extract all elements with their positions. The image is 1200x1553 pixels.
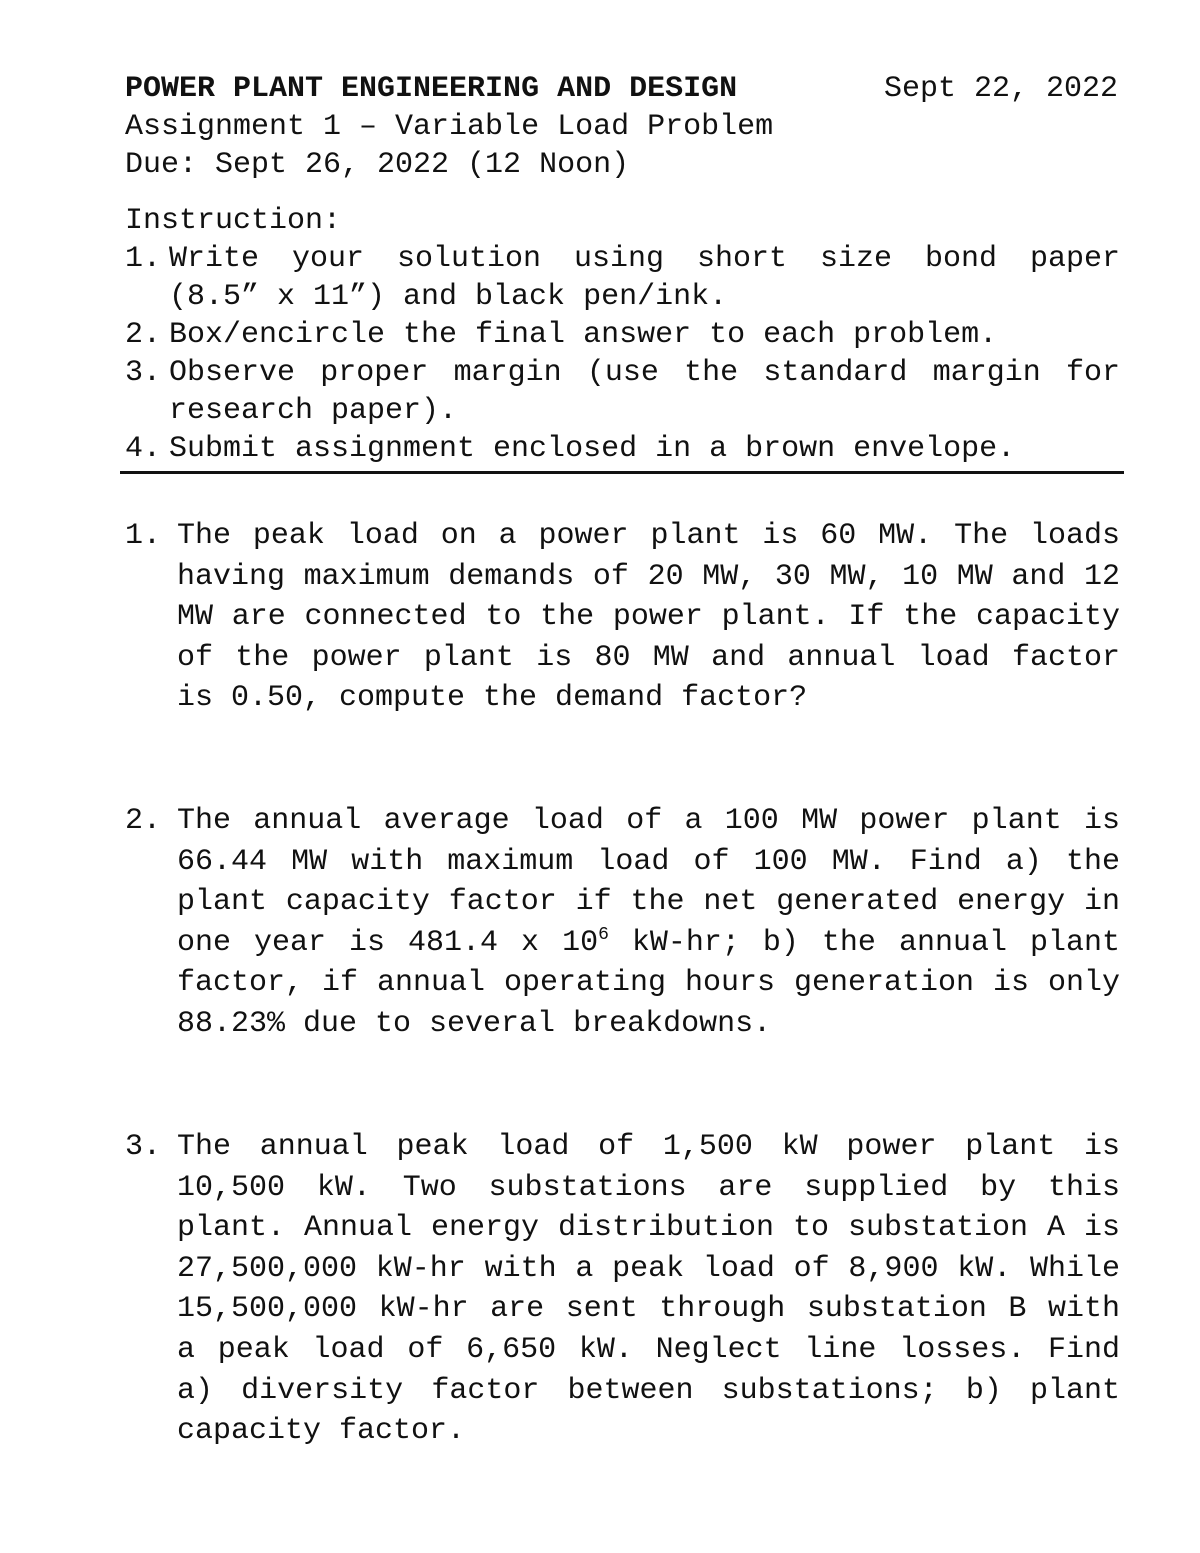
horizontal-divider: [120, 471, 1124, 474]
instruction-item: [125, 316, 1120, 354]
problem-3: [125, 1127, 1120, 1452]
instruction-item: [125, 354, 1120, 430]
instructions-block: [125, 202, 1120, 468]
problem-text: [177, 801, 1120, 1045]
problem-2: [125, 801, 1120, 1045]
problem-number: 2.: [125, 804, 162, 838]
instructions-heading: Instruction:: [125, 204, 342, 238]
due-date: Due: Sept 26, 2022 (12 Noon): [125, 148, 630, 182]
instruction-text: Observe proper margin (use the standard margin for research paper).: [169, 356, 1120, 428]
document-date: Sept 22, 2022: [883, 72, 1118, 106]
instruction-text: Submit assignment enclosed in a brown envelope.: [169, 432, 1016, 466]
problem-number: 1.: [125, 519, 162, 553]
instruction-text: Write your solution using short size bond paper (8.5” x 11”) and black pen/ink.: [169, 242, 1120, 314]
instruction-item: [125, 430, 1120, 468]
course-title: POWER PLANT ENGINEERING AND DESIGN: [125, 72, 738, 106]
assignment-title: Assignment 1 – Variable Load Problem: [125, 110, 774, 144]
problem-text-part: The annual average load of a 100 MW power plant is 66.44 MW with maximum load of 100 MW. Find a) the plant capacity factor if the net generated energy in one year is 481.4 x 10: [177, 804, 1120, 960]
instruction-item: [125, 240, 1120, 316]
instruction-text: Box/encircle the final answer to each problem.: [169, 318, 998, 352]
instruction-number: 2.: [125, 318, 162, 352]
problem-1: [125, 516, 1120, 719]
exponent: 6: [598, 924, 609, 945]
problem-text: The annual peak load of 1,500 kW power plant is 10,500 kW. Two substations are supplied by this plant. Annual energy distribution to substation A is 27,500,000 kW-hr with a peak load of 8,900 kW. While 15,500,000 kW-hr are sent through substation B with a peak load of 6,650 kW. Neglect line losses. Find a) diversity factor between substations; b) plant capacity factor.: [177, 1130, 1120, 1449]
problem-text-part: kW-hr; b) the annual plant factor, if annual operating hours generation is only 88.23% due to several breakdowns.: [177, 925, 1120, 1041]
instruction-number: 3.: [125, 356, 162, 390]
instruction-number: 4.: [125, 432, 162, 466]
instruction-number: 1.: [125, 242, 162, 276]
problem-number: 3.: [125, 1130, 162, 1164]
problem-text: The peak load on a power plant is 60 MW. The loads having maximum demands of 20 MW, 30 MW, 10 MW and 12 MW are connected to the power plant. If the capacity of the power plant is 80 MW and annual load factor is 0.50, compute the demand factor?: [177, 519, 1120, 716]
